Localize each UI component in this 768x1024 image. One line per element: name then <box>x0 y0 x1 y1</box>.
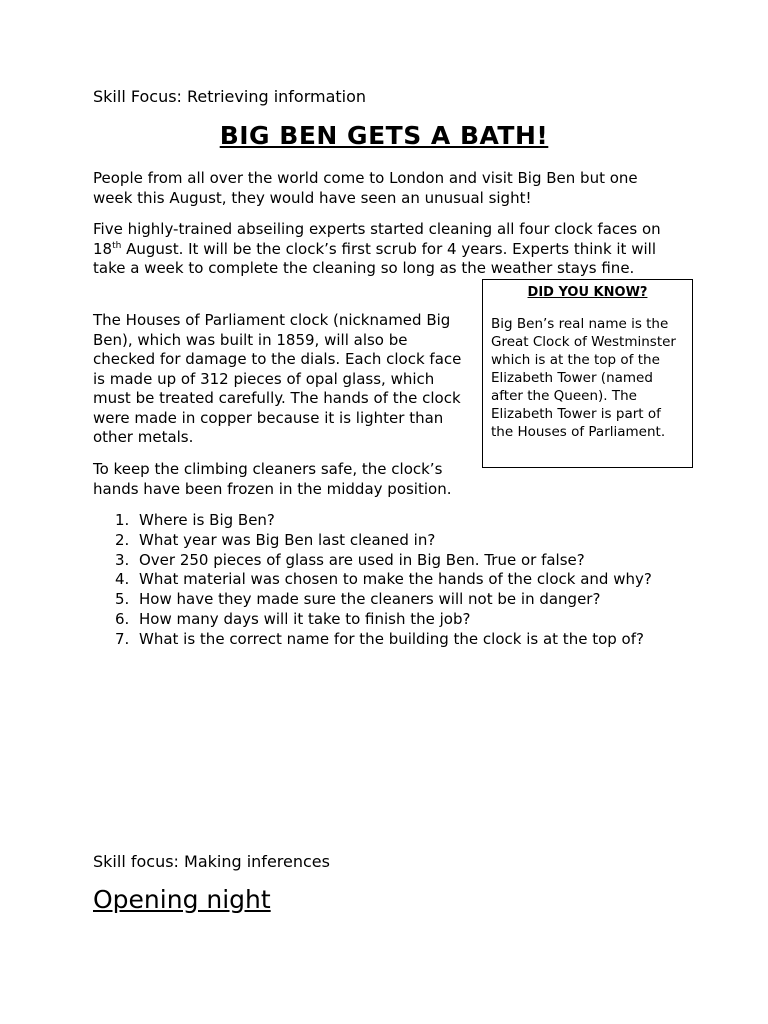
paragraph-safety: To keep the climbing cleaners safe, the clock’s hands have been frozen in the midday position. <box>93 460 452 498</box>
question-number: 5. <box>115 590 130 609</box>
paragraph-intro: People from all over the world come to London and visit Big Ben but one week this August, they would have seen an unusual sight! <box>93 169 638 207</box>
paragraph-cleaning-end: August. It will be the clock’s first scrub for 4 years. Experts think it will take a week to complete the cleaning so long as the weather stays fine. <box>93 239 656 277</box>
question-number: 2. <box>115 530 130 549</box>
question-text: What material was chosen to make the hands of the clock and why? <box>139 570 652 589</box>
question-number: 6. <box>115 609 130 628</box>
paragraph-clock-details: The Houses of Parliament clock (nicknamed Big Ben), which was built in 1859, will also be checked for damage to the dials. Each clock face is made up of 312 pieces of opal glass, which must be treated carefully. The hands of the clock were made in copper because it is lighter than other metals. <box>93 311 462 446</box>
question-text: What is the correct name for the building the clock is at the top of? <box>139 629 644 648</box>
did-you-know-body: Big Ben’s real name is the Great Clock of Westminster which is at the top of the Elizabeth Tower (named after the Queen). The Elizabeth Tower is part of the Houses of Parliament. <box>491 316 676 440</box>
question-list <box>93 511 652 650</box>
question-number: 3. <box>115 550 130 569</box>
question-text: How many days will it take to finish the job? <box>139 609 471 628</box>
question-item <box>93 610 652 630</box>
question-text: How have they made sure the cleaners will not be in danger? <box>139 590 601 609</box>
skill-focus-retrieving: Skill Focus: Retrieving information <box>93 87 367 106</box>
paragraph-cleaning <box>93 220 683 279</box>
ordinal-suffix: th <box>112 240 122 251</box>
question-text: Over 250 pieces of glass are used in Big Ben. True or false? <box>139 550 585 569</box>
question-number: 1. <box>115 511 130 529</box>
did-you-know-title: DID YOU KNOW? <box>527 285 648 300</box>
question-item <box>93 630 652 650</box>
question-item <box>93 590 652 610</box>
skill-focus-inferences: Skill focus: Making inferences <box>93 852 330 871</box>
question-number: 4. <box>115 570 130 589</box>
article-title: BIG BEN GETS A BATH! <box>219 121 549 150</box>
question-item <box>93 570 652 590</box>
question-item <box>93 531 652 551</box>
did-you-know-box <box>482 279 693 468</box>
question-number: 7. <box>115 629 130 648</box>
opening-night-title: Opening night <box>93 885 271 914</box>
question-text: Where is Big Ben? <box>139 511 275 529</box>
question-item <box>93 511 652 531</box>
question-text: What year was Big Ben last cleaned in? <box>139 530 436 549</box>
paragraph-cleaning-start: Five highly-trained abseiling experts started cleaning all four clock faces on 18 <box>93 220 661 258</box>
question-item <box>93 551 652 571</box>
